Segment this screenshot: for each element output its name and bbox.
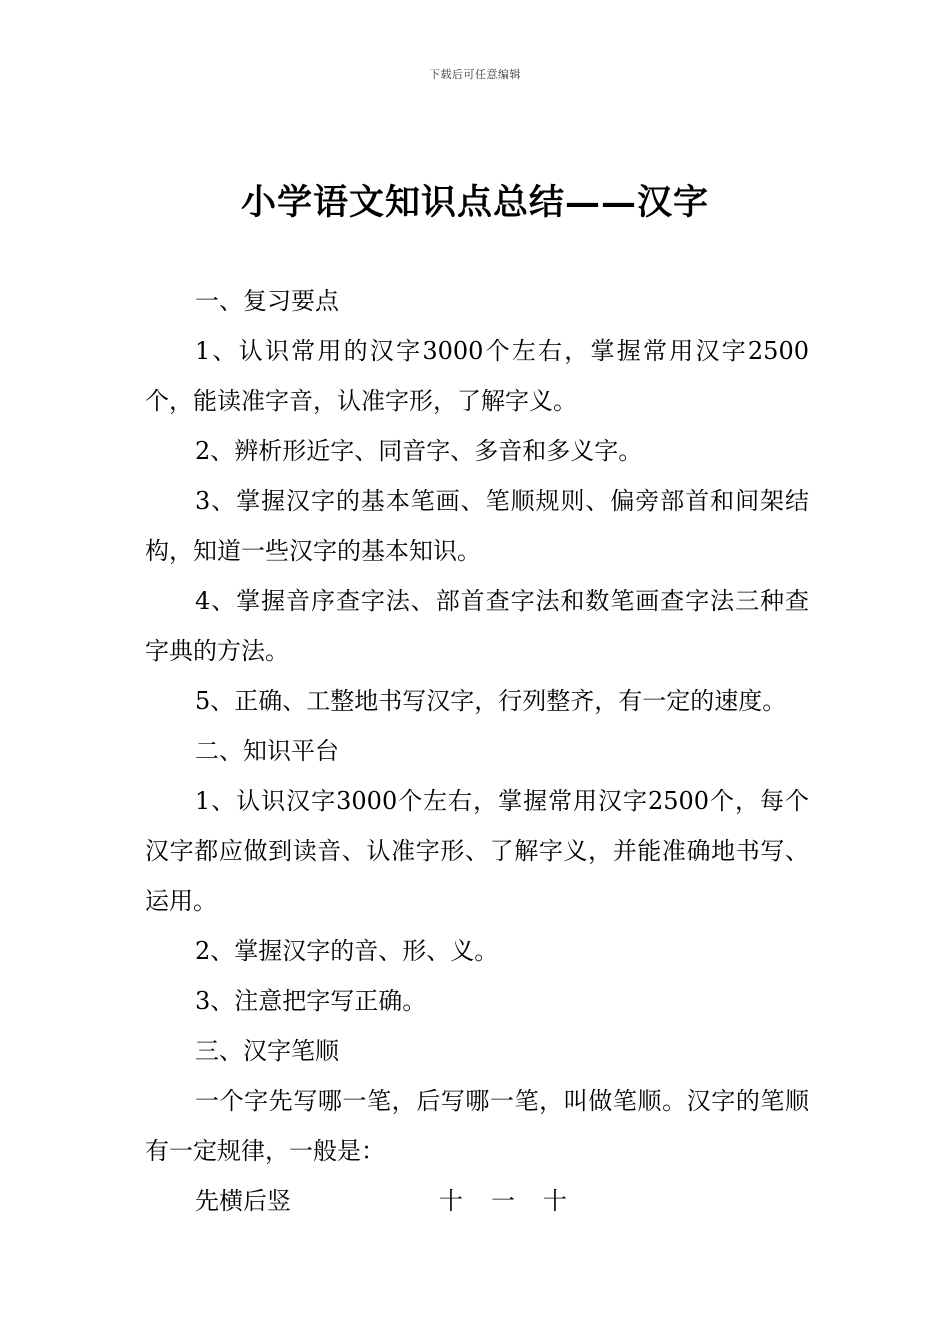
example-char: 一: [491, 1187, 515, 1215]
paragraph-7: 2、掌握汉字的音、形、义。: [195, 937, 499, 965]
stroke-rule-name: 先横后竖: [195, 1187, 291, 1215]
section-heading-review: 一、复习要点: [195, 287, 339, 315]
section-heading-stroke-order: 三、汉字笔顺: [195, 1037, 339, 1065]
document-title: 小学语文知识点总结——汉字: [240, 182, 709, 223]
example-char: 十: [439, 1187, 463, 1215]
paragraph-2: 2、辨析形近字、同音字、多音和多义字。: [195, 437, 643, 465]
paragraph-8: 3、注意把字写正确。: [195, 987, 427, 1015]
paragraph-1: 1、认识常用的汉字3000个左右，掌握常用汉字2500个，能读准字音，认准字形，了解字义。: [145, 337, 809, 415]
page-header-note: 下载后可任意编辑: [429, 68, 521, 81]
document-body: [145, 276, 809, 1226]
stroke-rule-example: [425, 1176, 581, 1226]
stroke-rule-row: [145, 1176, 809, 1226]
paragraph-9: 一个字先写哪一笔，后写哪一笔，叫做笔顺。汉字的笔顺有一定规律，一般是：: [145, 1087, 809, 1165]
paragraph-3: 3、掌握汉字的基本笔画、笔顺规则、偏旁部首和间架结构，知道一些汉字的基本知识。: [145, 487, 809, 565]
paragraph-4: 4、掌握音序查字法、部首查字法和数笔画查字法三种查字典的方法。: [145, 587, 809, 665]
section-heading-knowledge: 二、知识平台: [195, 737, 339, 765]
paragraph-6: 1、认识汉字3000个左右，掌握常用汉字2500个，每个汉字都应做到读音、认准字形、了解字义，并能准确地书写、运用。: [145, 787, 809, 915]
example-char: 十: [543, 1187, 567, 1215]
paragraph-5: 5、正确、工整地书写汉字，行列整齐，有一定的速度。: [195, 687, 787, 715]
